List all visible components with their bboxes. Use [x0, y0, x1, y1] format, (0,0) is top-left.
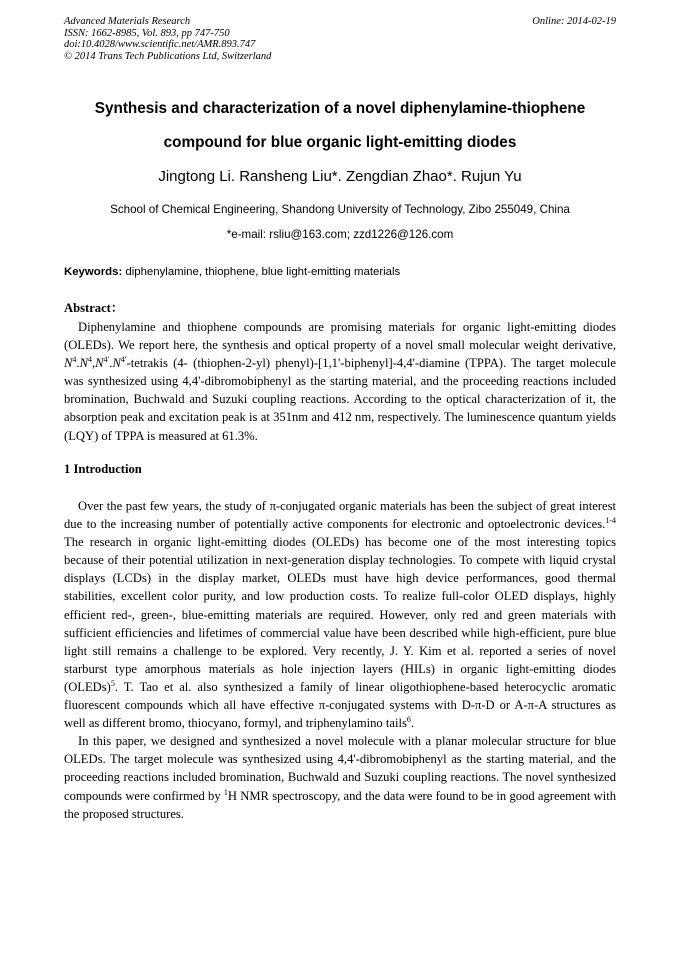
- keywords: [64, 264, 616, 280]
- p1-part-b: The research in organic light-emitting diodes (OLEDs) has become one of the most interesting topics because of their potential utilization in next-generation display technologies. To compete with liquid crystal displays (LCDs) in the display market, OLEDs must have high device performances, good thermal stabilities, excellent color purity, and low production costs. To realize full-color OLED displays, highly efficient red-, green-, blue-emitting materials are required. However, only red and green materials with sufficient efficiencies and lifetimes of commercial value have been described while high-efficient, pure blue light still remains a challenge to be explored. Very recently, J. Y. Kim et al. reported a series of novel starburst type amorphous materials as hole injection layers (HILs) in organic light-emitting diodes (OLEDs): [64, 535, 616, 694]
- abstract-sup4: 4′: [120, 355, 127, 364]
- p1-part-a: Over the past few years, the study of π-conjugated organic materials has been the subject of great interest due to the increasing number of potentially active components for electronic and optoelectronic devices.: [64, 499, 616, 532]
- journal-header: [64, 16, 616, 62]
- authors: Jingtong Li. Ransheng Liu*. Zengdian Zhao*. Rujun Yu: [158, 168, 522, 185]
- abstract-heading: Abstract：: [64, 301, 124, 315]
- p2-part-b: H NMR spectroscopy, and the data were found to be in good agreement with the proposed structures.: [64, 788, 616, 821]
- introduction-heading: 1 Introduction: [64, 462, 142, 476]
- abstract-part-b: -tetrakis (4- (thiophen-2-yl) phenyl)-[1,1'-biphenyl]-4,4'-diamine (TPPA). The target molecule was synthesized using 4,4'-dibromobiphenyl as the starting material, and the proceeding reactions included bromination, Buchwald and Suzuki coupling reactions. According to the optical characterization of it, the absorption peak and excitation peak is at 351nm and 412 nm, respectively. The luminescence quantum yields (LQY) of TPPA is measured at 61.3%.: [64, 356, 616, 443]
- intro-paragraph-1: [64, 497, 616, 732]
- affiliation: School of Chemical Engineering, Shandong University of Technology, Zibo 255049, China: [110, 203, 570, 216]
- abstract-join2: ,: [91, 356, 96, 371]
- citation-1-4: 1-4: [605, 515, 616, 525]
- p2-part-a: In this paper, we designed and synthesized a novel molecule with a planar molecular structure for blue OLEDs. The target molecule was synthesized using 4,4'-dibromobiphenyl as the starting material, and the proceeding reactions included bromination, Buchwald and Suzuki coupling reactions. The novel synthesized compounds were confirmed by: [64, 734, 616, 803]
- contact-email: *e-mail: rsliu@163.com; zzd1226@126.com: [226, 228, 454, 241]
- p1-part-c: . T. Tao et al. also synthesized a family of linear oligothiophene-based heterocyclic aromatic fluorescent compounds which all have effective π-conjugated systems with D-π-D or A-π-A structures as well as different bromo, thiocyano, formyl, and triphenylamino tails: [64, 679, 616, 731]
- abstract-n3: N: [95, 356, 104, 371]
- title-line-2: compound for blue organic light-emitting diodes: [163, 134, 517, 151]
- issn-line: ISSN: 1662-8985, Vol. 893, pp 747-750: [64, 27, 230, 39]
- abstract-sup2: 4: [87, 355, 92, 364]
- abstract-sup1: 4: [72, 355, 77, 364]
- abstract-n2: N: [79, 356, 88, 371]
- citation-5: 5: [110, 678, 115, 688]
- title-line-1: Synthesis and characterization of a novel diphenylamine-thiophene: [94, 100, 586, 117]
- abstract-join3: .: [109, 356, 113, 371]
- doi-line: doi:10.4028/www.scientific.net/AMR.893.747: [64, 39, 256, 50]
- keywords-text: diphenylamine, thiophene, blue light-emitting materials: [122, 266, 401, 278]
- journal-name: Advanced Materials Research: [64, 16, 191, 27]
- nmr-superscript: 1: [223, 787, 228, 797]
- p1-part-d: .: [410, 716, 415, 731]
- paper-title: [64, 92, 616, 160]
- copyright-line: © 2014 Trans Tech Publications Ltd, Switzerland: [64, 50, 272, 62]
- keywords-label: Keywords:: [64, 266, 123, 278]
- abstract-n4: N: [112, 356, 121, 371]
- intro-paragraph-2: [64, 732, 616, 822]
- introduction-body: [64, 497, 616, 823]
- abstract-text: [64, 318, 616, 445]
- online-date: Online: 2014-02-19: [532, 16, 616, 27]
- citation-6: 6: [406, 714, 411, 724]
- abstract-sup3: 4′: [103, 355, 110, 364]
- abstract-part-a: Diphenylamine and thiophene compounds are promising materials for organic light-emitting diodes (OLEDs). We report here, the synthesis and optical property of a novel small molecular weight derivative,: [64, 320, 616, 353]
- abstract-join1: .: [76, 356, 80, 371]
- abstract-n1: N: [64, 356, 73, 371]
